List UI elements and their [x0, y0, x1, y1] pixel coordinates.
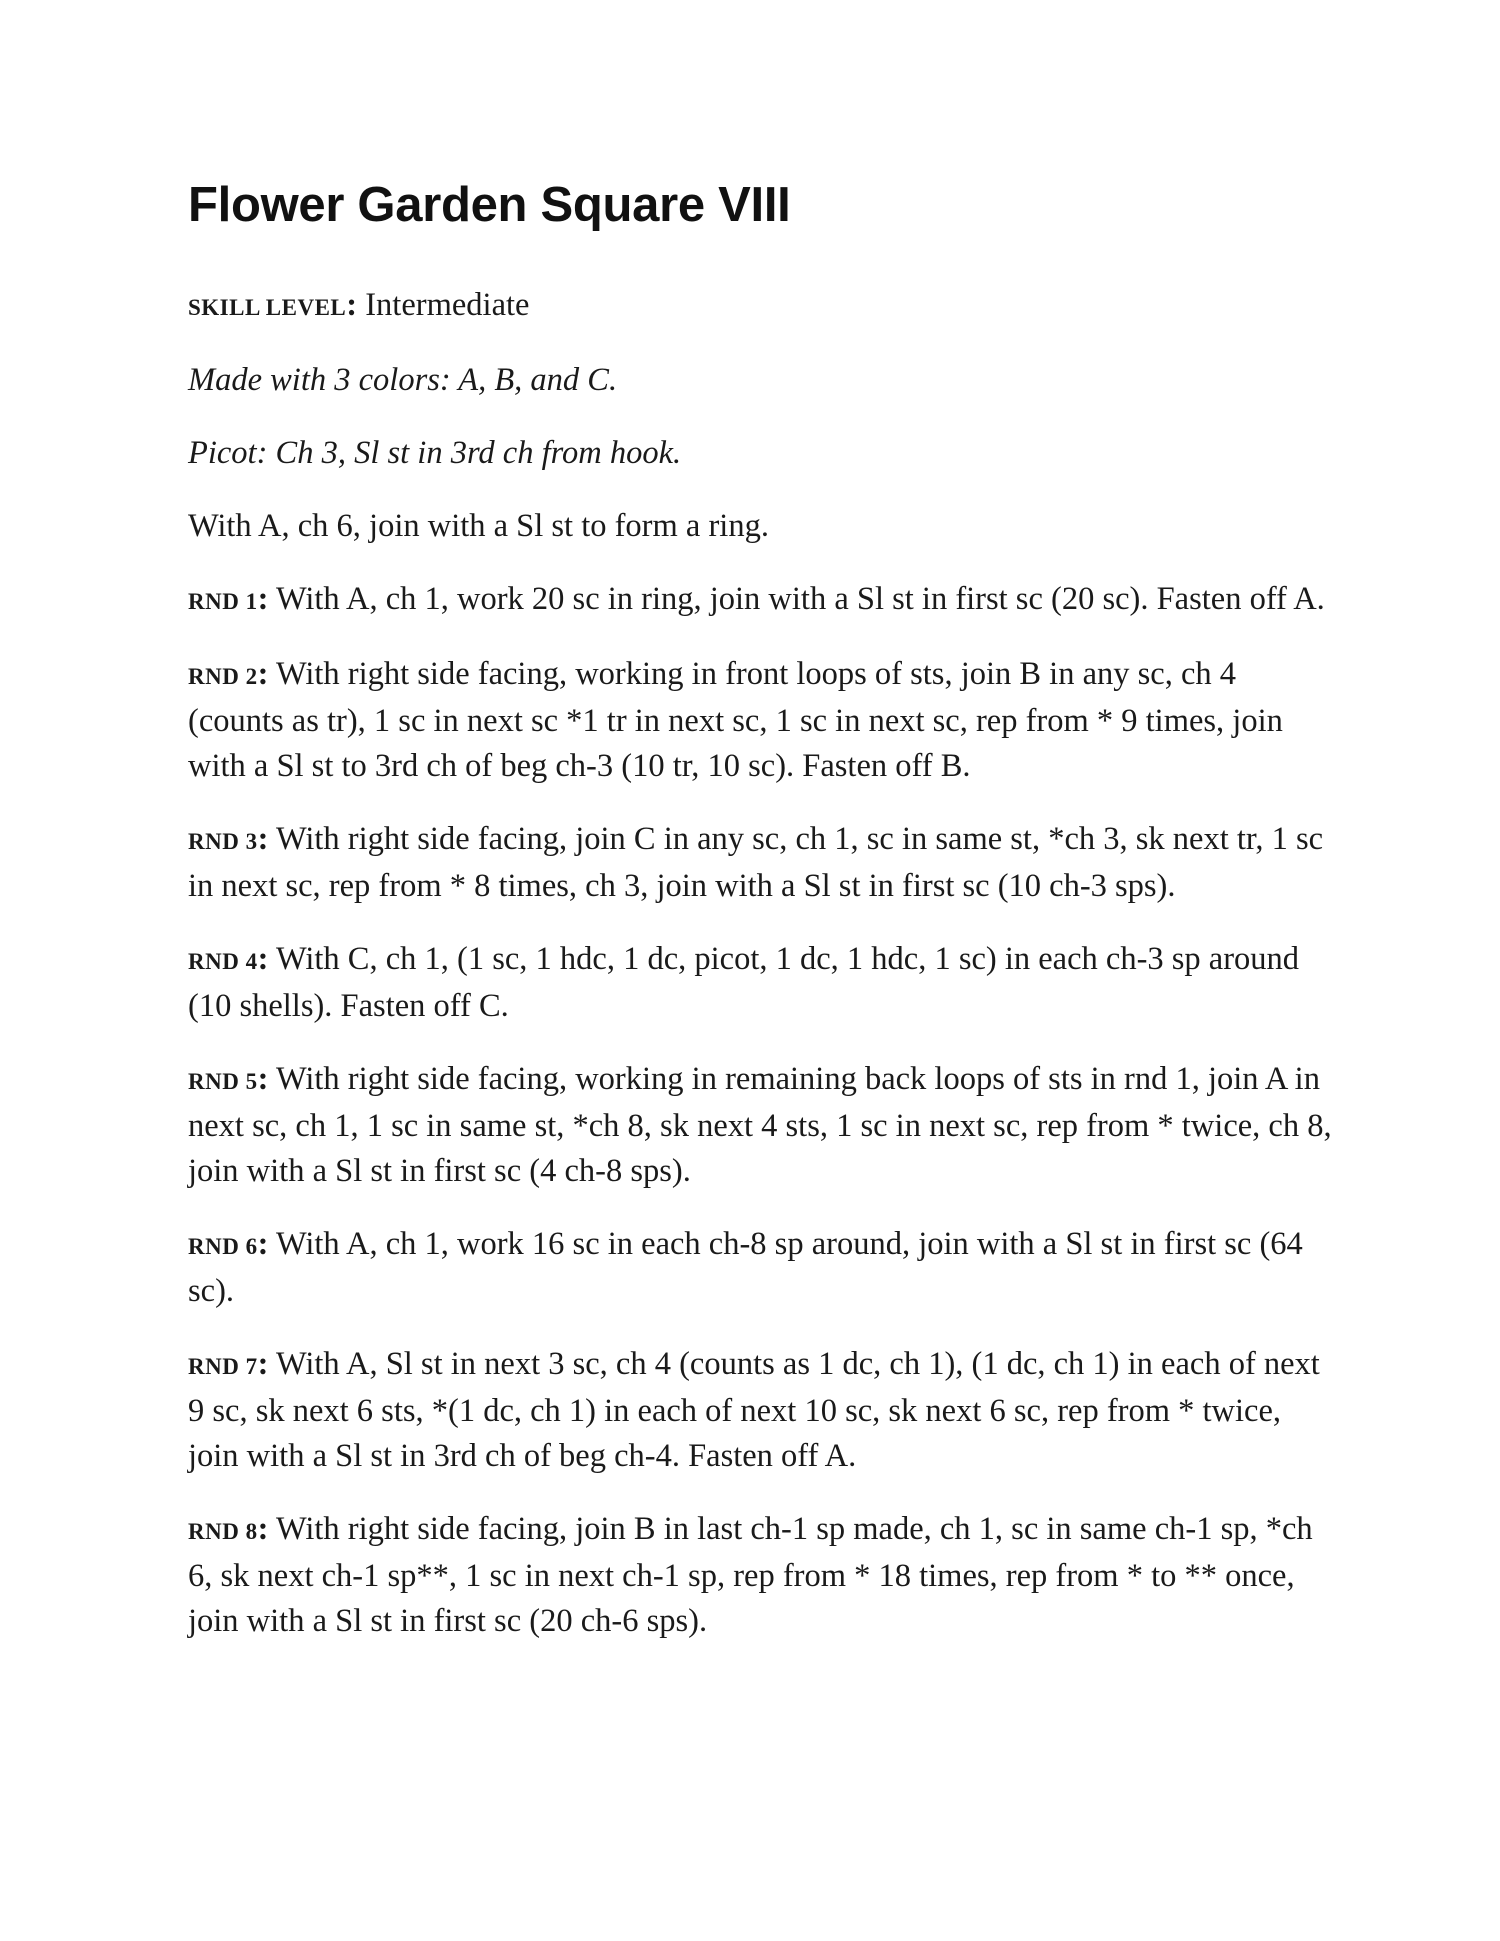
page-title: Flower Garden Square VIII — [188, 178, 791, 232]
round-text: With right side facing, working in remaining back loops of sts in rnd 1, join A in next sc, ch 1, 1 sc in same st, *ch 8, sk next 4 sts, 1 sc in next sc, rep from * twice, ch 8, join with a Sl st in first sc (4 ch-8 sps). — [188, 1061, 1332, 1189]
round-label: RND 1 — [188, 589, 258, 614]
start-instruction: With A, ch 6, join with a Sl st to form a ring. — [188, 508, 769, 544]
round-5: RND 5: With right side facing, working in remaining back loops of sts in rnd 1, join A in next sc, ch 1, 1 sc in same st, *ch 8, sk next 4 sts, 1 sc in next sc, rep from * twice, ch 8, join with a Sl st in first sc (4 ch-8 sps). — [188, 1061, 1332, 1189]
round-text: With A, ch 1, work 16 sc in each ch-8 sp around, join with a Sl st in first sc (64 sc). — [188, 1226, 1303, 1309]
round-text: With A, ch 1, work 20 sc in ring, join with a Sl st in first sc (20 sc). Fasten off A. — [275, 581, 1325, 617]
pattern-page — [188, 175, 1338, 1672]
round-2: RND 2: With right side facing, working in front loops of sts, join B in any sc, ch 4 (counts as tr), 1 sc in next sc *1 tr in next sc, 1 sc in next sc, rep from * 9 times, join with a Sl st to 3rd ch of beg ch-3 (10 tr, 10 sc). Fasten off B. — [188, 656, 1283, 784]
round-text: With C, ch 1, (1 sc, 1 hdc, 1 dc, picot, 1 dc, 1 hdc, 1 sc) in each ch-3 sp around (10 shells). Fasten off C. — [188, 941, 1300, 1024]
round-3: RND 3: With right side facing, join C in any sc, ch 1, sc in same st, *ch 3, sk next tr, 1 sc in next sc, rep from * 8 times, ch 3, join with a Sl st in first sc (10 ch-3 sps). — [188, 821, 1324, 904]
round-text: With right side facing, join B in last ch-1 sp made, ch 1, sc in same ch-1 sp, *ch 6, sk next ch-1 sp**, 1 sc in next ch-1 sp, rep from * 18 times, rep from * to ** once, join with a Sl st in first sc (20 ch-6 sps). — [188, 1511, 1313, 1639]
round-label: RND 7 — [188, 1354, 258, 1379]
round-label: RND 2 — [188, 664, 258, 689]
round-label: RND 6 — [188, 1234, 258, 1259]
round-8: RND 8: With right side facing, join B in last ch-1 sp made, ch 1, sc in same ch-1 sp, *ch 6, sk next ch-1 sp**, 1 sc in next ch-1 sp, rep from * 18 times, rep from * to ** once, join with a Sl st in first sc (20 ch-6 sps). — [188, 1511, 1313, 1639]
round-1: RND 1: With A, ch 1, work 20 sc in ring, join with a Sl st in first sc (20 sc). Fasten off A. — [188, 581, 1325, 617]
skill-level-value: Intermediate — [365, 287, 530, 323]
round-text: With right side facing, working in front loops of sts, join B in any sc, ch 4 (counts as tr), 1 sc in next sc *1 tr in next sc, 1 sc in next sc, rep from * 9 times, join with a Sl st to 3rd ch of beg ch-3 (10 tr, 10 sc). Fasten off B. — [188, 656, 1283, 784]
round-label: RND 4 — [188, 949, 258, 974]
round-text: With right side facing, join C in any sc, ch 1, sc in same st, *ch 3, sk next tr, 1 sc in next sc, rep from * 8 times, ch 3, join with a Sl st in first sc (10 ch-3 sps). — [188, 821, 1324, 904]
skill-level: SKILL LEVEL: Intermediate — [188, 287, 530, 323]
round-7: RND 7: With A, Sl st in next 3 sc, ch 4 (counts as 1 dc, ch 1), (1 dc, ch 1) in each of next 9 sc, sk next 6 sts, *(1 dc, ch 1) in each of next 10 sc, sk next 6 sc, rep from * twice, join with a Sl st in 3rd ch of beg ch-4. Fasten off A. — [188, 1346, 1320, 1474]
picot-note: Picot: Ch 3, Sl st in 3rd ch from hook. — [188, 435, 682, 471]
colors-note: Made with 3 colors: A, B, and C. — [188, 362, 618, 398]
round-label: RND 8 — [188, 1519, 258, 1544]
round-text: With A, Sl st in next 3 sc, ch 4 (counts as 1 dc, ch 1), (1 dc, ch 1) in each of next 9 sc, sk next 6 sts, *(1 dc, ch 1) in each of next 10 sc, sk next 6 sc, rep from * twice, join with a Sl st in 3rd ch of beg ch-4. Fasten off A. — [188, 1346, 1320, 1474]
round-label: RND 5 — [188, 1069, 258, 1094]
round-label: RND 3 — [188, 829, 258, 854]
round-6: RND 6: With A, ch 1, work 16 sc in each ch-8 sp around, join with a Sl st in first sc (64 sc). — [188, 1226, 1303, 1309]
round-4: RND 4: With C, ch 1, (1 sc, 1 hdc, 1 dc, picot, 1 dc, 1 hdc, 1 sc) in each ch-3 sp around (10 shells). Fasten off C. — [188, 941, 1300, 1024]
skill-level-label: SKILL LEVEL — [188, 295, 347, 320]
